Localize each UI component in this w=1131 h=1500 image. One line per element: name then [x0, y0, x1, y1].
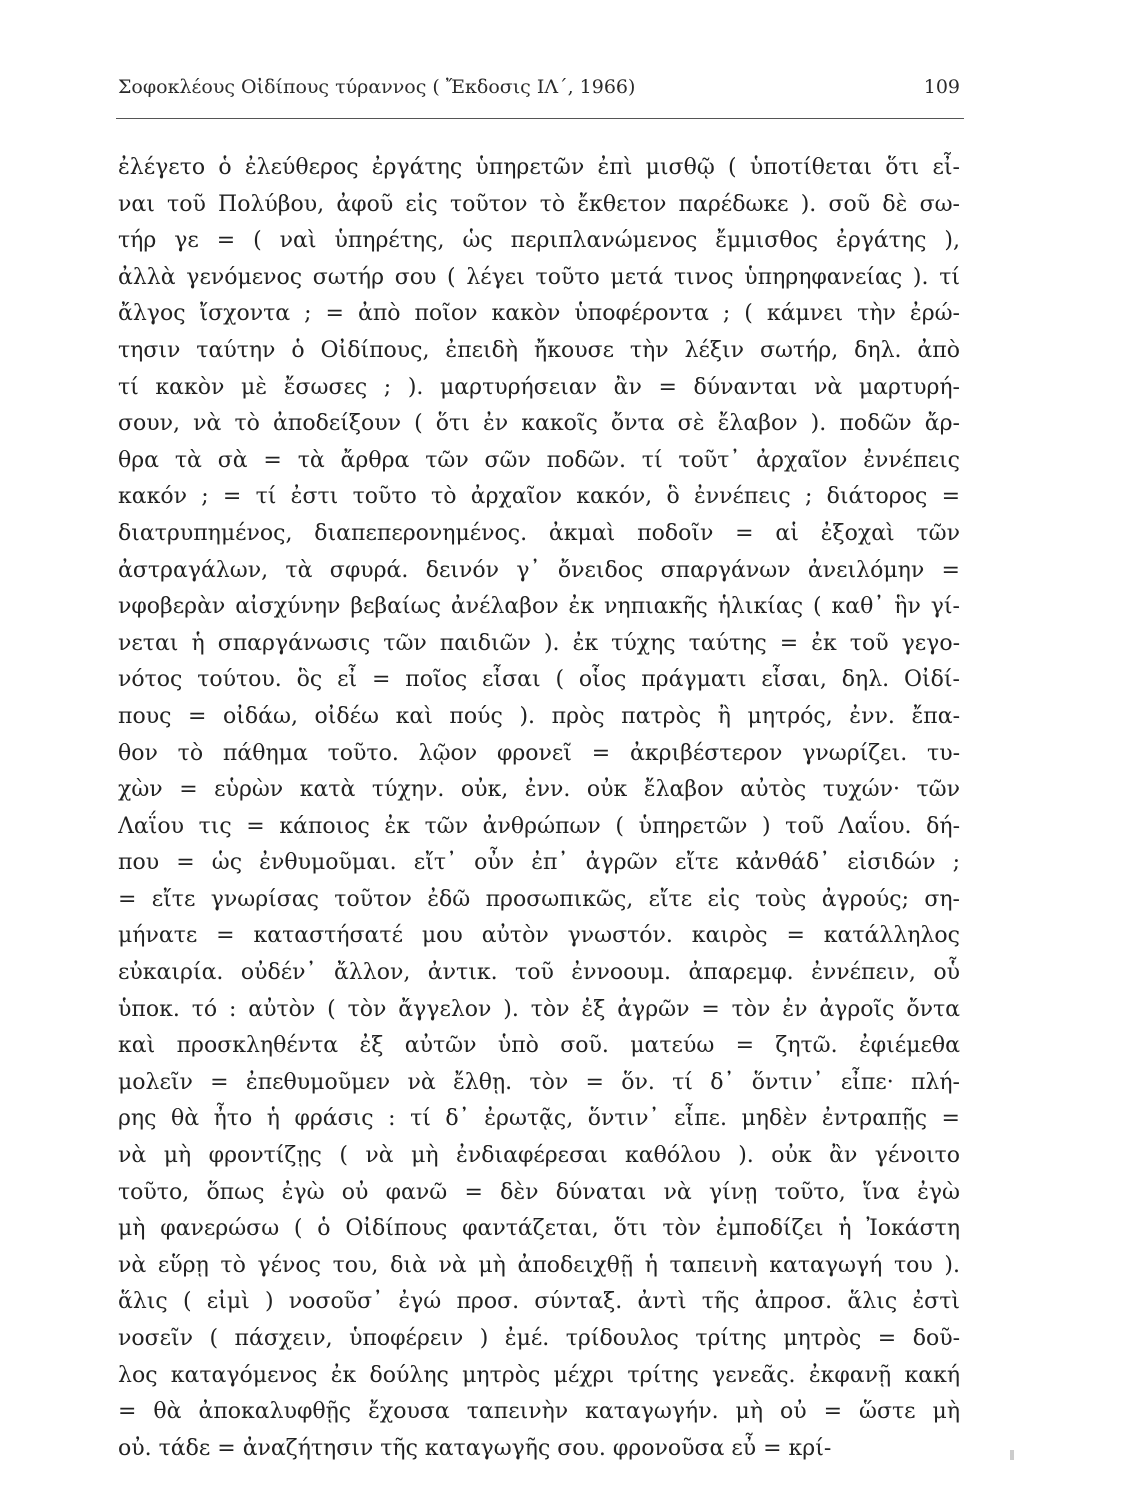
text-line: ἐλέγετο ὁ ἐλεύθερος ἐργάτης ὑπηρετῶν ἐπὶ μισθῷ ( ὑποτίθεται ὅτι εἶ-	[118, 155, 960, 180]
text-line: μήνατε = καταστήσατέ μου αὐτὸν γνωστόν. καιρὸς = κατάλληλος	[118, 923, 960, 949]
commentary-text	[118, 150, 960, 1467]
text-line: νοσεῖν ( πάσχειν, ὑποφέρειν ) ἐμέ. τρίδουλος τρίτης μητρὸς = δοῦ-	[118, 1326, 960, 1351]
text-line: ναι τοῦ Πολύβου, ἀφοῦ εἰς τοῦτον τὸ ἔκθετον παρέδωκε ). σοῦ δὲ σω-	[118, 191, 960, 217]
text-line: θον τὸ πάθημα τοῦτο. λῷον φρονεῖ = ἀκριβέστερον γνωρίζει. τυ-	[118, 740, 960, 766]
text-line: τήρ γε = ( ναὶ ὑπηρέτης, ὡς περιπλανώμενος ἔμμισθος ἐργάτης ),	[118, 228, 960, 254]
text-line: εὐκαιρία. οὐδέν᾿ ἄλλον, ἀντικ. τοῦ ἐννοουμ. ἀπαρεμφ. ἐννέπειν, οὗ	[118, 960, 960, 986]
text-line: Λαΐου τις = κάποιος ἐκ τῶν ἀνθρώπων ( ὑπηρετῶν ) τοῦ Λαΐου. δή-	[118, 813, 960, 839]
header-rule	[116, 118, 964, 119]
text-line: τί κακὸν μὲ ἔσωσες ; ). μαρτυρήσειαν ἂν = δύνανται νὰ μαρτυρή-	[118, 374, 960, 400]
text-line: ἅλις ( εἰμὶ ) νοσοῦσ᾿ ἐγώ προσ. σύνταξ. ἀντὶ τῆς ἀπροσ. ἅλις ἐστὶ	[118, 1289, 960, 1315]
text-line: = εἴτε γνωρίσας τοῦτον ἐδῶ προσωπικῶς, εἴτε εἰς τοὺς ἀγρούς; ση-	[118, 886, 960, 912]
text-line: θρα τὰ σὰ = τὰ ἄρθρα τῶν σῶν ποδῶν. τί τοῦτ᾿ ἀρχαῖον ἐννέπεις	[118, 447, 960, 473]
text-line: νὰ εὕρῃ τὸ γένος του, διὰ νὰ μὴ ἀποδειχθῇ ἡ ταπεινὴ καταγωγή του ).	[118, 1252, 960, 1278]
text-line: ρης θὰ ἦτο ἡ φράσις : τί δ᾿ ἐρωτᾷς, ὅντιν᾿ εἶπε. μηδὲν ἐντραπῇς =	[118, 1106, 960, 1132]
text-line: τοῦτο, ὅπως ἐγὼ οὐ φανῶ = δὲν δύναται νὰ γίνῃ τοῦτο, ἵνα ἐγὼ	[118, 1179, 960, 1205]
text-line: οὐ. τάδε = ἀναζήτησιν τῆς καταγωγῆς σου. φρονοῦσα εὖ = κρί-	[118, 1435, 832, 1461]
page-header	[118, 76, 960, 98]
text-line: νφοβερὰν αἰσχύνην βεβαίως ἀνέλαβον ἐκ νηπιακῆς ἡλικίας ( καθ᾿ ἣν γί-	[118, 594, 960, 620]
text-line: ἀστραγάλων, τὰ σφυρά. δεινόν γ᾿ ὄνειδος σπαργάνων ἀνειλόμην =	[118, 557, 960, 583]
running-title: Σοφοκλέους Οἰδίπους τύραννος ( Ἔκδοσις ΙΛ΄, 1966)	[118, 76, 636, 98]
text-line: ὑποκ. τό : αὐτὸν ( τὸν ἄγγελον ). τὸν ἐξ ἀγρῶν = τὸν ἐν ἀγροῖς ὄντα	[118, 996, 960, 1022]
text-line: καὶ προσκληθέντα ἐξ αὐτῶν ὑπὸ σοῦ. ματεύω = ζητῶ. ἐφιέμεθα	[118, 1033, 960, 1059]
text-line: πους = οἰδάω, οἰδέω καὶ πούς ). πρὸς πατρὸς ἢ μητρός, ἐνν. ἔπα-	[118, 703, 960, 729]
scan-speck	[1010, 1450, 1014, 1460]
text-line: νεται ἡ σπαργάνωσις τῶν παιδιῶν ). ἐκ τύχης ταύτης = ἐκ τοῦ γεγο-	[118, 630, 960, 656]
text-line: νὰ μὴ φροντίζῃς ( νὰ μὴ ἐνδιαφέρεσαι καθόλου ). οὐκ ἂν γένοιτο	[118, 1143, 960, 1169]
text-line: χὼν = εὑρὼν κατὰ τύχην. οὐκ, ἐνν. οὐκ ἔλαβον αὐτὸς τυχών· τῶν	[118, 777, 960, 803]
text-line: τησιν ταύτην ὁ Οἰδίπους, ἐπειδὴ ἤκουσε τὴν λέξιν σωτήρ, δηλ. ἀπὸ	[118, 337, 960, 363]
text-line: σουν, νὰ τὸ ἀποδείξουν ( ὅτι ἐν κακοῖς ὄντα σὲ ἔλαβον ). ποδῶν ἄρ-	[118, 411, 960, 437]
text-line: λος καταγόμενος ἐκ δούλης μητρὸς μέχρι τρίτης γενεᾶς. ἐκφανῇ κακή	[118, 1362, 960, 1388]
text-line: μὴ φανερώσω ( ὁ Οἰδίπους φαντάζεται, ὅτι τὸν ἐμποδίζει ἡ Ἰοκάστη	[118, 1216, 960, 1242]
text-line: = θὰ ἀποκαλυφθῇς ἔχουσα ταπεινὴν καταγωγήν. μὴ οὐ = ὥστε μὴ	[118, 1399, 960, 1425]
text-line: μολεῖν = ἐπεθυμοῦμεν νὰ ἔλθῃ. τὸν = ὅν. τί δ᾿ ὅντιν᾿ εἶπε· πλή-	[118, 1069, 960, 1095]
text-line: κακόν ; = τί ἐστι τοῦτο τὸ ἀρχαῖον κακόν, ὃ ἐννέπεις ; διάτορος =	[118, 484, 960, 510]
text-line: ἀλλὰ γενόμενος σωτήρ σου ( λέγει τοῦτο μετά τινος ὑπηρηφανείας ). τί	[118, 264, 960, 290]
text-line: διατρυπημένος, διαπεπερονημένος. ἀκμαὶ ποδοῖν = αἱ ἐξοχαὶ τῶν	[118, 520, 960, 546]
page-number: 109	[923, 76, 960, 98]
text-line: ἄλγος ἴσχοντα ; = ἀπὸ ποῖον κακὸν ὑποφέροντα ; ( κάμνει τὴν ἐρώ-	[118, 301, 960, 327]
text-line: που = ὡς ἐνθυμοῦμαι. εἴτ᾿ οὖν ἐπ᾿ ἀγρῶν εἴτε κἀνθάδ᾿ εἰσιδών ;	[118, 850, 960, 876]
text-line: νότος τούτου. ὃς εἶ = ποῖος εἶσαι ( οἷος πράγματι εἶσαι, δηλ. Οἰδί-	[118, 667, 960, 693]
